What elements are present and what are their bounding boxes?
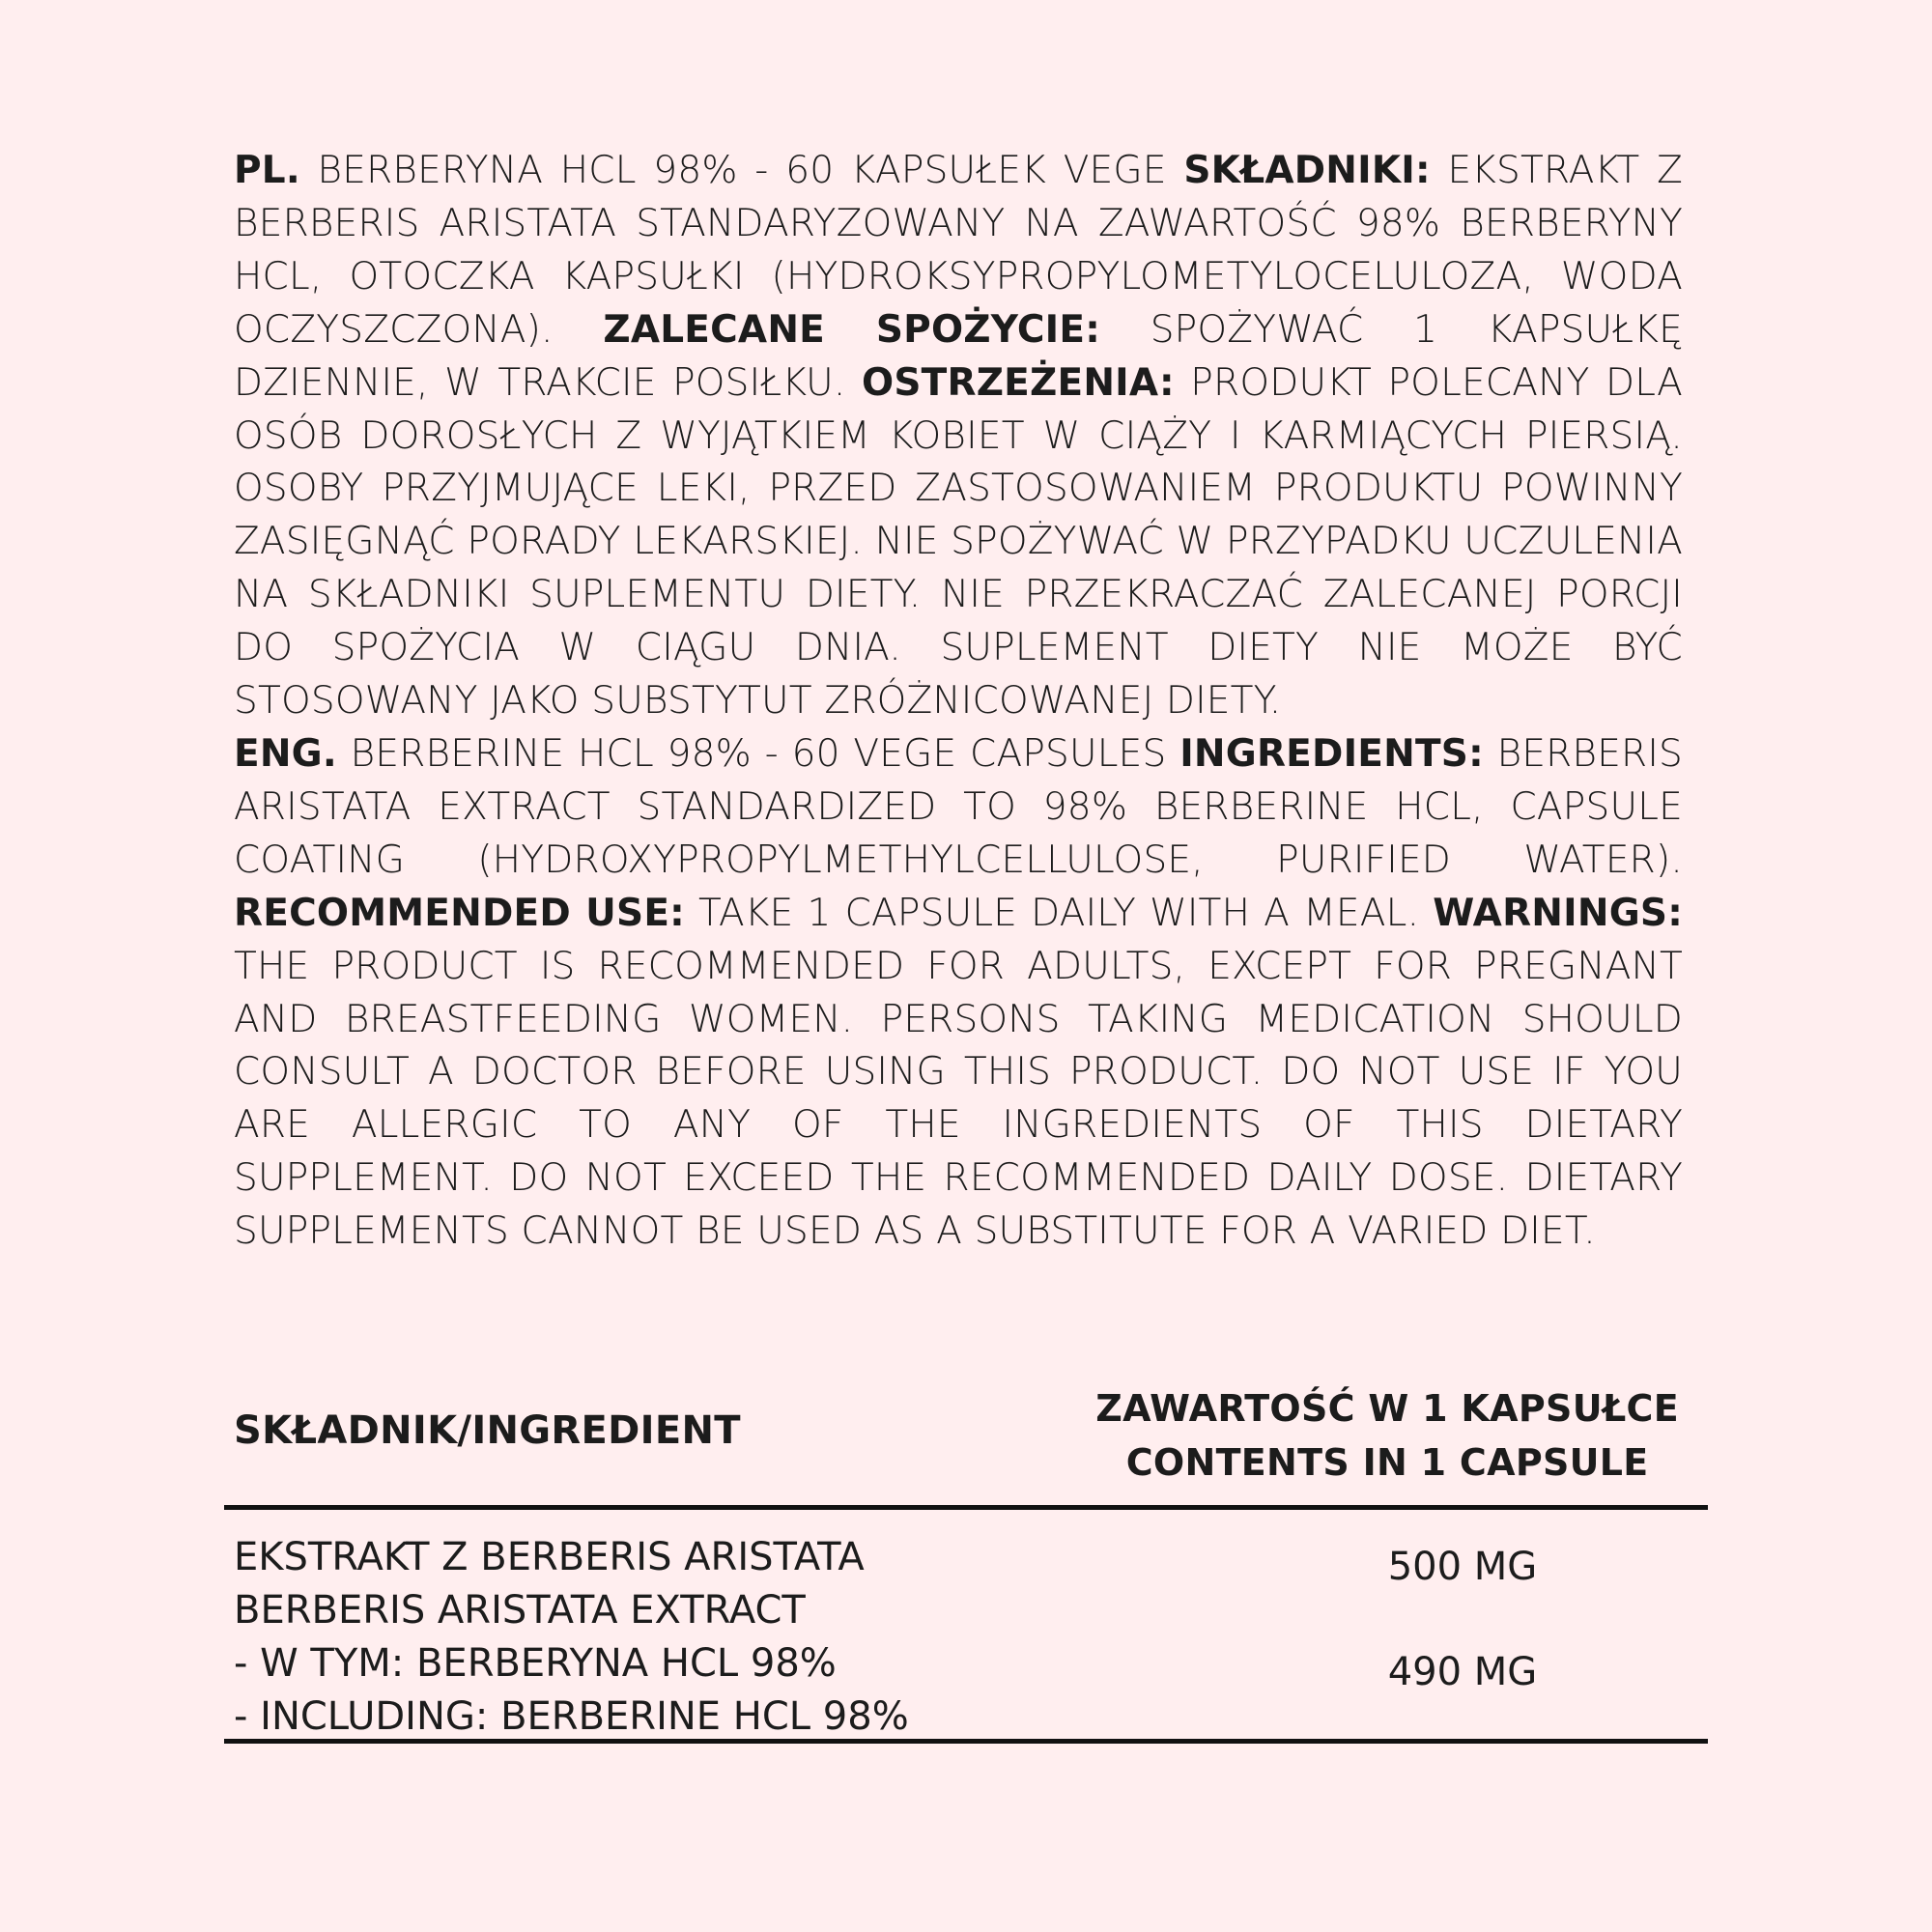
english-prefix: ENG. [234, 731, 337, 776]
table-header [224, 1379, 1708, 1510]
english-ingredients-label: INGREDIENTS: [1179, 731, 1484, 776]
ingredient-name-en: BERBERIS ARISTATA EXTRACT [234, 1588, 806, 1633]
english-product-name: BERBERINE HCL 98% - 60 VEGE CAPSULES [336, 731, 1180, 776]
berberine-amount-unit: MG [1473, 1650, 1538, 1694]
english-warnings-label: WARNINGS: [1433, 891, 1683, 935]
label-description [234, 145, 1683, 1259]
header-contents [1095, 1381, 1679, 1490]
polish-warnings-text: PRODUKT POLECANY DLA OSÓB DOROSŁYCH Z WYJĄTKIEM KOBIET W CIĄŻY I KARMIĄCYCH PIERSIĄ. OSOBY PRZYJMUJĄCE LEKI, PRZED ZASTOSOWANIEM PRODUKTU POWINNY ZASIĘGNĄĆ PORADY LEKARSKIEJ. NIE SPOŻYWAĆ W PRZYPADKU UCZULENIA NA SKŁADNIKI SUPLEMENTU DIETY. NIE PRZEKRACZAĆ ZALECANEJ PORCJI DO SPOŻYCIA W CIĄGU DNIA. SUPLEMENT DIETY NIE MOŻE BYĆ STOSOWANY JAKO SUBSTYTUT ZRÓŻNICOWANEJ DIETY. [234, 360, 1683, 724]
polish-prefix: PL. [234, 149, 300, 192]
polish-ingredients-label: SKŁADNIKI: [1183, 149, 1431, 192]
ingredient-names [234, 1531, 909, 1744]
header-contents-en: CONTENTS IN 1 CAPSULE [1125, 1441, 1649, 1484]
supplement-facts-table [224, 1379, 1708, 1744]
sub-ingredient-pl: - W TYM: BERBERYNA HCL 98% [234, 1641, 837, 1686]
polish-ingredients-text: EKSTRAKT Z BERBERIS ARISTATA STANDARYZOWANY NA ZAWARTOŚĆ 98% BERBERYNY HCL, OTOCZKA KAPSUŁKI (HYDROKSYPROPYLOMETYLOCELULOZA, WODA OCZYSZCZONA). [234, 149, 1683, 352]
polish-paragraph [234, 145, 1683, 728]
extract-amount [1376, 1541, 1549, 1594]
sub-ingredient-en: - INCLUDING: BERBERINE HCL 98% [234, 1694, 909, 1739]
polish-use-label: ZALECANE SPOŻYCIE: [603, 307, 1100, 352]
ingredient-name-pl: EKSTRAKT Z BERBERIS ARISTATA [234, 1535, 865, 1579]
berberine-amount [1376, 1646, 1549, 1699]
english-paragraph [234, 728, 1683, 1259]
berberine-amount-value: 490 [1387, 1650, 1463, 1694]
polish-warnings-label: OSTRZEŻENIA: [862, 360, 1175, 405]
polish-use-text: SPOŻYWAĆ 1 KAPSUŁKĘ DZIENNIE, W TRAKCIE POSIŁKU. [234, 307, 1683, 405]
header-ingredient: SKŁADNIK/INGREDIENT [234, 1408, 741, 1453]
ingredient-amounts [1376, 1541, 1549, 1699]
english-ingredients-text: BERBERIS ARISTATA EXTRACT STANDARDIZED TO 98% BERBERINE HCL, CAPSULE COATING (HYDROXYPROPYLMETHYLCELLULOSE, PURIFIED WATER). [234, 731, 1683, 882]
english-use-text: TAKE 1 CAPSULE DAILY WITH A MEAL. [684, 891, 1434, 935]
polish-product-name: BERBERYNA HCL 98% - 60 KAPSUŁEK VEGE [299, 149, 1184, 192]
header-contents-pl: ZAWARTOŚĆ W 1 KAPSUŁCE [1095, 1387, 1679, 1430]
english-warnings-text: THE PRODUCT IS RECOMMENDED FOR ADULTS, EXCEPT FOR PREGNANT AND BREASTFEEDING WOMEN. PERSONS TAKING MEDICATION SHOULD CONSULT A DOCTOR BEFORE USING THIS PRODUCT. DO NOT USE IF YOU ARE ALLERGIC TO ANY OF THE INGREDIENTS OF THIS DIETARY SUPPLEMENT. DO NOT EXCEED THE RECOMMENDED DAILY DOSE. DIETARY SUPPLEMENTS CANNOT BE USED AS A SUBSTITUTE FOR A VARIED DIET. [234, 944, 1683, 1254]
extract-amount-value: 500 [1387, 1545, 1463, 1589]
extract-amount-unit: MG [1473, 1545, 1538, 1589]
table-row [224, 1510, 1708, 1744]
english-use-label: RECOMMENDED USE: [234, 891, 685, 935]
